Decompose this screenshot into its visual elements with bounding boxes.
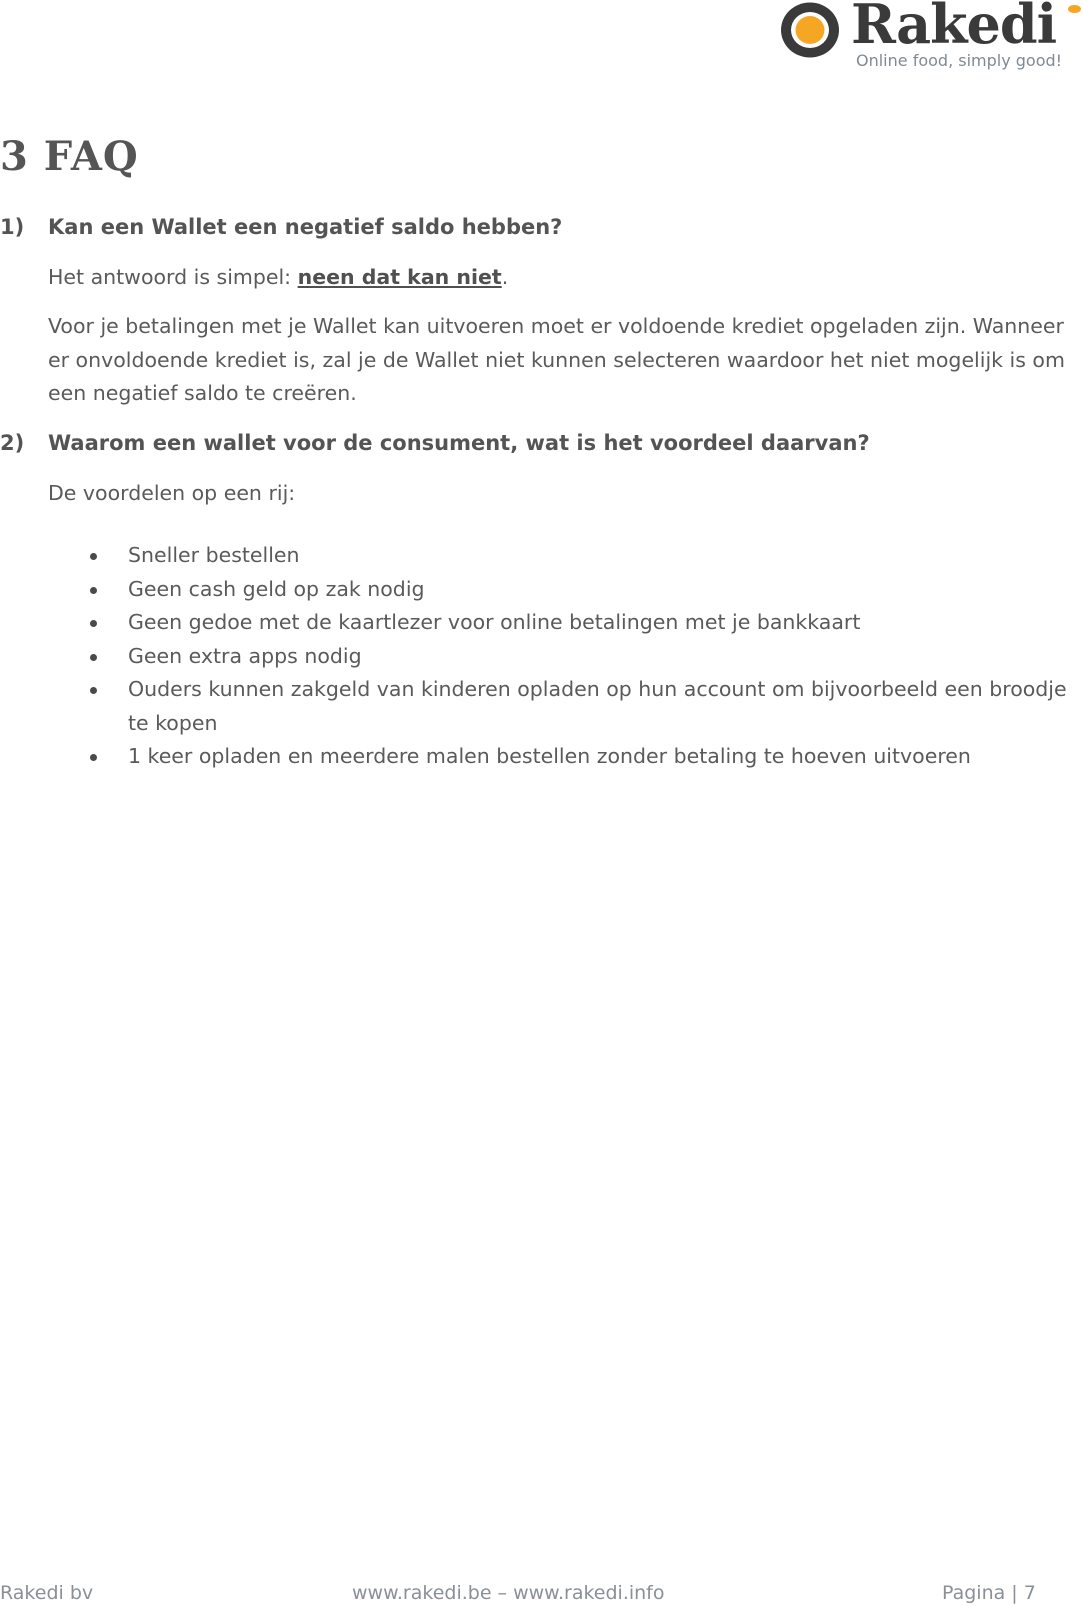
list-item xyxy=(88,539,1083,573)
question-number: 1) xyxy=(0,215,25,239)
logo-ring-icon xyxy=(779,1,841,59)
bullet-icon xyxy=(90,587,97,594)
benefits-list xyxy=(88,539,1083,774)
logo-wordmark: Rakedi xyxy=(851,0,1057,56)
rakedi-logo xyxy=(779,0,1083,75)
list-item xyxy=(88,673,1083,740)
faq-question-2 xyxy=(0,428,870,458)
bullet-icon xyxy=(90,654,97,661)
list-item-text: 1 keer opladen en meerdere malen bestellen zonder betaling te hoeven uitvoeren xyxy=(128,744,971,768)
list-item xyxy=(88,740,1083,774)
footer-company: Rakedi bv xyxy=(0,1582,94,1604)
answer-intro-end: . xyxy=(501,265,509,289)
answer-intro-text: Het antwoord is simpel: xyxy=(48,265,298,289)
list-item-text: Geen extra apps nodig xyxy=(128,643,362,668)
bullet-icon xyxy=(90,553,97,560)
question-text: Waarom een wallet voor de consument, wat is het voordeel daarvan? xyxy=(48,431,870,455)
list-item-text: Sneller bestellen xyxy=(128,543,300,567)
list-item-text: Ouders kunnen zakgeld van kinderen opladen op hun account om bijvoorbeeld een broodje te kopen xyxy=(128,677,1067,735)
list-item xyxy=(88,573,1083,607)
faq-answer-1-body: Voor je betalingen met je Wallet kan uitvoeren moet er voldoende krediet opgeladen zijn. Wanneer er onvoldoende krediet is, zal je de Wallet niet kunnen selecteren waardoor het niet mogelijk is om een negatief saldo te creëren. xyxy=(48,314,1065,405)
faq-answer-1-intro xyxy=(48,261,1083,295)
logo-i-dot-icon xyxy=(1068,5,1081,13)
chapter-title: 3 FAQ xyxy=(0,133,139,180)
list-item xyxy=(88,640,1083,674)
footer-websites: www.rakedi.be – www.rakedi.info xyxy=(352,1582,665,1604)
question-number: 2) xyxy=(0,431,25,455)
logo-tagline: Online food, simply good! xyxy=(856,51,1063,70)
faq-question-1 xyxy=(0,212,562,242)
bullet-icon xyxy=(90,754,97,761)
answer-emphasis: neen dat kan niet xyxy=(297,265,502,289)
footer-page-number: Pagina | 7 xyxy=(942,1582,1036,1604)
faq-answer-2-intro: De voordelen op een rij: xyxy=(48,481,296,505)
bullet-icon xyxy=(90,687,97,694)
list-item-text: Geen gedoe met de kaartlezer voor online betalingen met je bankkaart xyxy=(128,610,861,634)
list-item xyxy=(88,606,1083,640)
list-item-text: Geen cash geld op zak nodig xyxy=(128,576,425,601)
question-text: Kan een Wallet een negatief saldo hebben? xyxy=(48,215,563,239)
bullet-icon xyxy=(90,620,97,627)
